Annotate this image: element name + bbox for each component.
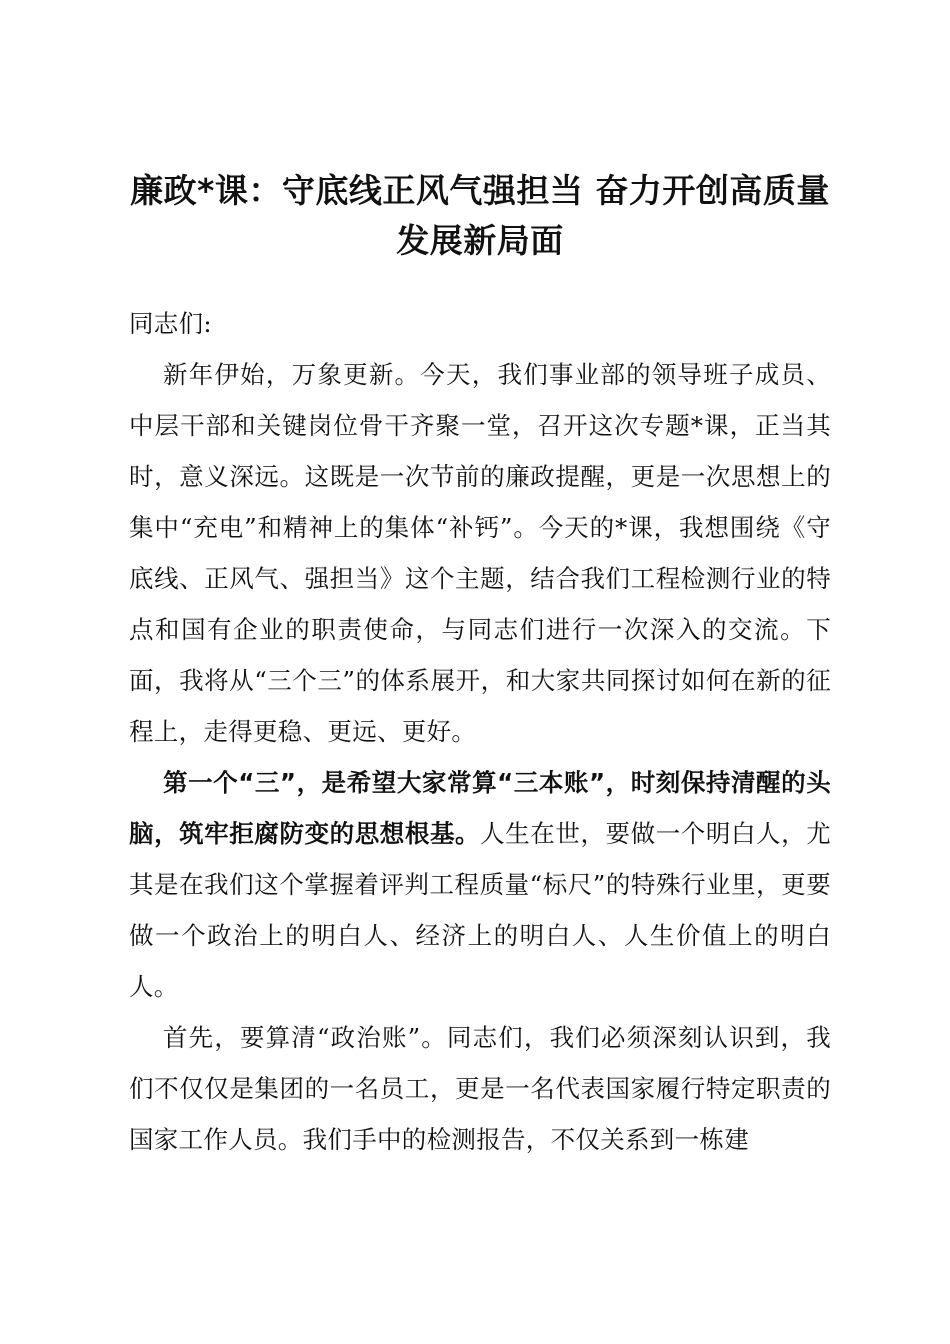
paragraph-political-account — [129, 1012, 831, 1165]
document-title: 廉政*课：守底线正风气强担当 奋力开创高质量发展新局面 — [130, 171, 830, 260]
paragraph-intro — [129, 349, 831, 757]
paragraph-text: 新年伊始，万象更新。今天，我们事业部的领导班子成员、中层干部和关键岗位骨干齐聚一堂，召开这次专题*课，正当其时，意义深远。这既是一次节前的廉政提醒，更是一次思想上的集中“充电”和精神上的集体“补钙”。今天的*课，我想围绕《守底线、正风气、强担当》这个主题，结合我们工程检测行业的特点和国有企业的职责使命，与同志们进行一次深入的交流。下面，我将从“三个三”的体系展开，和大家共同探讨如何在新的征程上，走得更稳、更远、更好。 — [129, 360, 831, 746]
paragraph-text: 人生在世，要做一个明白人，尤其是在我们这个掌握着评判工程质量“标尺”的特殊行业里，更要做一个政治上的明白人、经济上的明白人、人生价值上的明白人。 — [129, 819, 831, 1001]
salutation: 同志们: — [129, 309, 212, 338]
paragraph-text: 首先，要算清“政治账”。同志们，我们必须深刻认识到，我们不仅仅是集团的一名员工，更是一名代表国家履行特定职责的国家工作人员。我们手中的检测报告，不仅关系到一栋建 — [129, 1023, 831, 1154]
paragraph-heading: 第一个“三”，是希望大家常算“三本账”，时刻保持清醒的头脑，筑牢拒腐防变的思想根基。 — [129, 768, 831, 848]
paragraph-first-three — [129, 757, 831, 1012]
document-body — [129, 298, 831, 1165]
